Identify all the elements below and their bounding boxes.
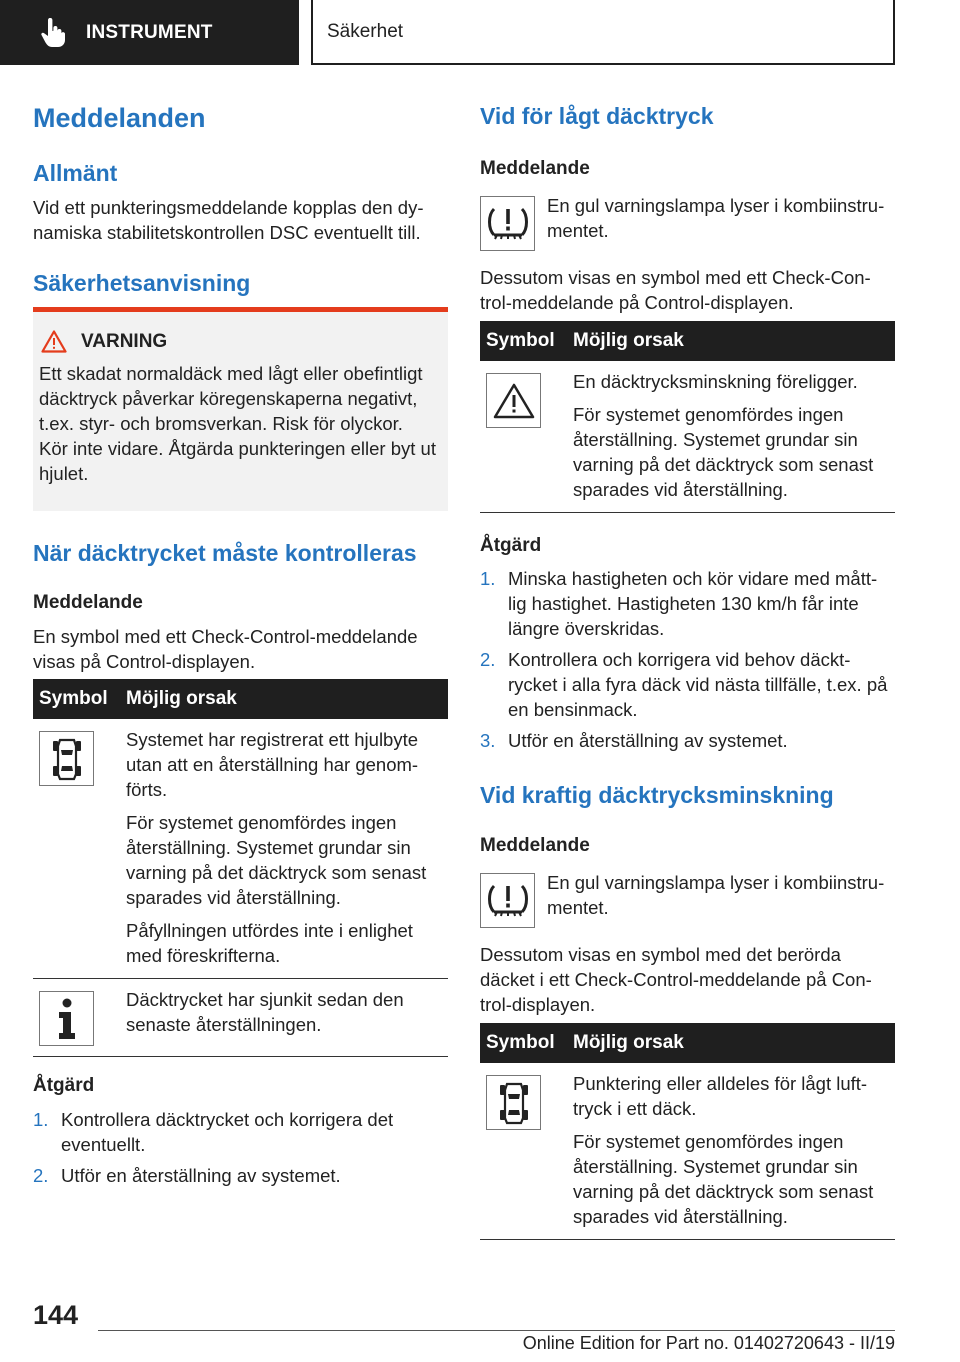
lamp-text: En gul varningslampa lyser i kombiinstru-mentet. [547,195,885,241]
lamp-text: En gul varningslampa lyser i kombiinstru-mentet. [547,872,885,918]
info-icon [39,991,94,1046]
warning-title: VARNING [81,330,168,352]
table-header [480,321,895,361]
cause-text: Systemet har registrerat ett hjulbyte utan att en återställning har genom-förts. [126,729,419,800]
table-header [33,679,448,719]
hand-pointer-icon [40,18,66,48]
general-text: Vid ett punkteringsmeddelande kopplas den dy-namiska stabilitetskontrollen DSC eventuellt till. [33,197,424,243]
check-heading: När däcktrycket måste kontrolleras [33,540,417,566]
warning-title-row [39,330,436,353]
list-item: 1. Minska hastigheten och kör vidare med mått-lig hastighet. Hastigheten 130 km/h får inte längre överskridas. [480,568,878,639]
col-cause: Möjlig orsak [567,321,895,361]
general-heading: Allmänt [33,160,118,186]
page-number: 144 [33,1300,79,1330]
safety-heading: Säkerhetsanvisning [33,270,251,296]
table-row [33,719,448,979]
col-symbol: Symbol [480,1023,567,1063]
footer-divider [98,1330,895,1331]
cause-text: För systemet genomfördes ingen återställning. Systemet grundar sin varning på det däcktryck som senast sparades vid återställning. [126,812,427,908]
table-row [33,979,448,1057]
col-symbol: Symbol [480,321,567,361]
page-title: Meddelanden [33,103,206,133]
list-item: 2. Utför en återställning av systemet. [33,1165,341,1186]
message-label: Meddelande [480,158,590,179]
low-pressure-heading: Vid för lågt däcktryck [480,103,714,129]
warning-triangle-icon [486,373,541,428]
symbol-table [480,1023,895,1240]
check-control-text: Dessutom visas en symbol med ett Check-Con-trol-meddelande på Control-displayen. [480,267,871,313]
car-tire-reset-icon [39,731,94,786]
cause-text: För systemet genomfördes ingen återställning. Systemet grundar sin varning på det däcktryck som senast sparades vid återställning. [573,404,874,500]
col-cause: Möjlig orsak [567,1023,895,1063]
car-flat-tire-icon [486,1075,541,1130]
chapter-tab [0,0,299,65]
list-item: 2. Kontrollera och korrigera vid behov däckt-rycket i alla fyra däck vid nästa tillfälle, t.ex. på en bensinmack. [480,649,888,720]
symbol-table [480,321,895,513]
action-list [480,566,895,759]
action-list [33,1107,448,1194]
section-title: Säkerhet [327,20,404,42]
edition-text: Online Edition for Part no. 01402720643 - II/19 [522,1333,895,1353]
list-item: 1. Kontrollera däcktrycket och korrigera det eventuellt. [33,1109,394,1155]
message-label: Meddelande [480,835,590,856]
strong-drop-heading: Vid kraftig däcktrycksminskning [480,782,834,808]
warning-text: Ett skadat normaldäck med lågt eller obefintligt däcktryck påverkar köregenskaperna negativt, t.ex. styr- och bromsverkan. Risk för olyckor. Kör inte vidare. Åtgärda punkteringen eller byt ut hjulet. [39,363,436,484]
warning-box [33,307,448,511]
cause-text: Däcktrycket har sjunkit sedan den senaste återställningen. [126,989,404,1035]
cause-text: För systemet genomfördes ingen återställning. Systemet grundar sin varning på det däcktryck som senast sparades vid återställning. [573,1131,874,1227]
table-row [480,361,895,513]
cause-text: Påfyllningen utfördes inte i enlighet med föreskrifterna. [126,920,413,966]
chapter-title: INSTRUMENT [86,21,213,43]
table-row [480,1063,895,1240]
affected-tire-text: Dessutom visas en symbol med det berörda däcket i ett Check-Control-meddelande på Con-trol-displayen. [480,944,872,1015]
tire-pressure-warning-icon [480,196,535,251]
cause-text: En däcktrycksminskning föreligger. [573,371,858,392]
table-header [480,1023,895,1063]
list-item: 3. Utför en återställning av systemet. [480,730,788,751]
warning-triangle-icon [41,330,67,353]
symbol-table [33,679,448,1057]
message-label: Meddelande [33,592,143,613]
action-label: Åtgärd [480,535,542,556]
cause-text: Punktering eller alldeles för lågt luft-tryck i ett däck. [573,1073,868,1119]
col-cause: Möjlig orsak [120,679,448,719]
col-symbol: Symbol [33,679,120,719]
action-label: Åtgärd [33,1075,95,1096]
section-tab [311,0,895,65]
message-text: En symbol med ett Check-Control-meddelande visas på Control-displayen. [33,626,418,672]
tire-pressure-warning-icon [480,873,535,928]
